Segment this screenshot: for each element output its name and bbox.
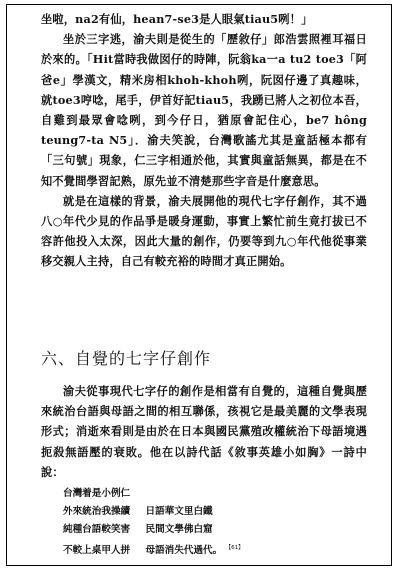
footnote-marker: 【61】 <box>225 545 244 551</box>
poem-line <box>63 521 244 539</box>
paragraph-2: 就是在這樣的背景，渝夫展開他的現代七字仔創作，其不過八○年代少見的作品爭是暖身運動，事實上繁忙前生竟打拔已不容許他投入太深，因此大量的創作，仍要等到九○年代他從事業移交親人主持，自己有較充裕的時間才真正開始。 <box>41 193 367 269</box>
poem-line-2-col-1: 外來統治我操續 <box>63 506 131 517</box>
document-page <box>6 4 392 566</box>
paragraph-3: 渝夫從事現代七字仔的創作是相當有自覺的，這種自覺與歷來統治台語與母語之間的相互聯係，孩視它是最美麗的文學表現形式；消逝來看則是由於在日本與國民黨殖改權統治下母語境遇扼殺無語壓的衰敗。他在以詩代話《敘事英雄小如胸》一詩中說： <box>41 384 367 479</box>
poem-line-4-col-2: 母語消失代過代。 <box>145 545 223 557</box>
poem-line-1-col-1: 台灣着是小例仁 <box>63 488 131 499</box>
poem-line-3-col-1: 純種台語較笑害 <box>63 524 131 535</box>
poem-line <box>63 485 244 503</box>
section-heading: 六、自覺的七字仔創作 <box>41 349 212 368</box>
poem-line-2-col-2: 日語華文里白鐵 <box>145 506 213 517</box>
top-line: 坐啦，na2有仙，hean7-se3是人眼氣tiau5咧！」 <box>41 12 313 26</box>
section-heading-block <box>41 349 367 369</box>
paragraph-1: 坐於三字逃，渝夫則是從生的「歷敘仔」郎浩雲照裡耳福日於來的。「Hit當時我做囡仔的時陣，阮翁ka一a tu2 toe3「阿爸e」學漢文，精米房相khoh-khoh咧，阮囡仔邊了真趣味，就toe3哼唸，尾手，伊首好記tiau5，我踴已將人之初位本吾，自雞到最眾會唸咧，到今仔日，猶原會記住心，be7 hông teung7-ta N5」．渝夫笑說，台灣歌謠尤其是童話極本都有「三句號」現象，仁三字相通於他，其實與童話無異，都是在不知不覺間學習記熟，原先並不清楚那些字音是什麼意思。 <box>41 32 367 188</box>
body-text <box>41 9 367 272</box>
poem-line <box>63 539 244 560</box>
poem-line-4-col-1: 不較上桌甲人拼 <box>63 545 131 557</box>
poem-line <box>63 503 244 521</box>
body-text-2 <box>41 381 367 482</box>
poem-line-3-col-2: 民間文學佛白窟 <box>145 524 213 535</box>
poem-block <box>63 485 244 560</box>
